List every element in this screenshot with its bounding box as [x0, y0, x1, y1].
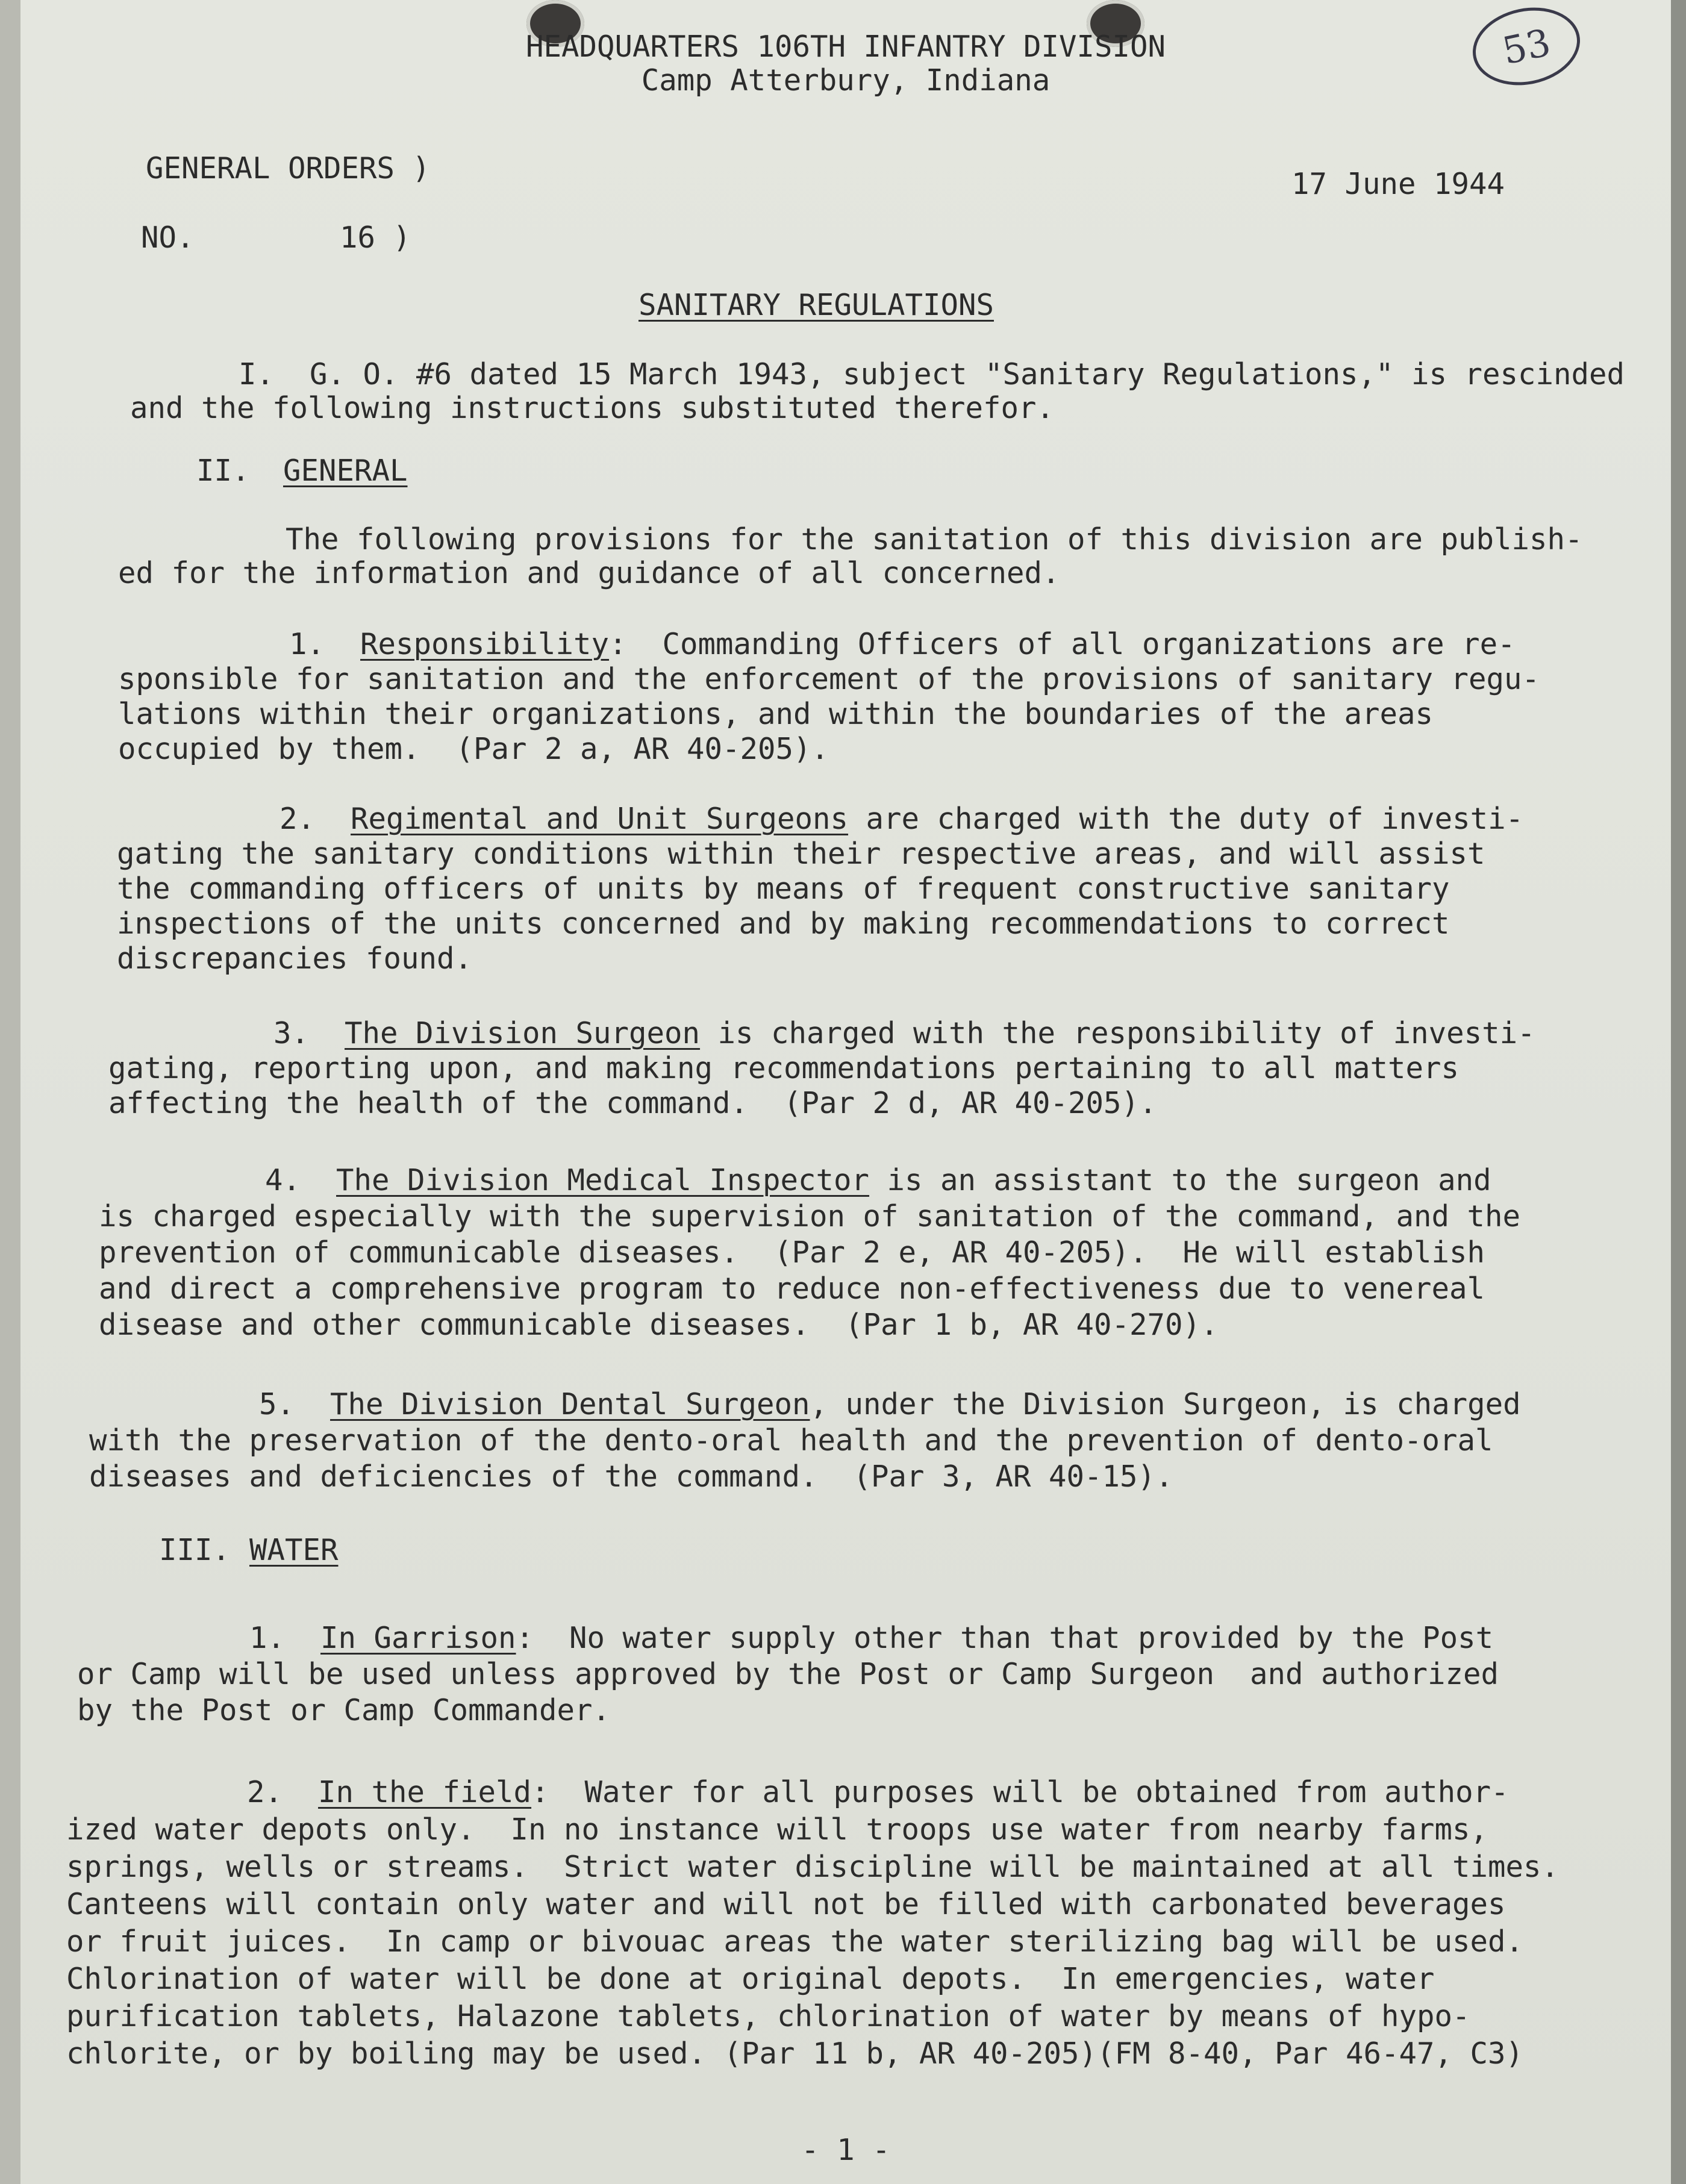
- section-i-line-2: and the following instructions substituted therefor.: [130, 391, 1055, 425]
- paragraph-dental-surgeon: [259, 1387, 1521, 1423]
- paragraph-title: In Garrison: [320, 1621, 516, 1655]
- paragraph-number: 2.: [279, 802, 316, 836]
- header-line-2: Camp Atterbury, Indiana: [641, 63, 1051, 98]
- paragraph-line: chlorite, or by boiling may be used. (Par 11 b, AR 40-205)(FM 8-40, Par 46-47, C3): [66, 2036, 1524, 2071]
- paragraph-title: The Division Surgeon: [345, 1016, 701, 1050]
- paragraph-line: by the Post or Camp Commander.: [77, 1693, 611, 1727]
- header-line-1: HEADQUARTERS 106TH INFANTRY DIVISION: [525, 30, 1166, 64]
- paragraph-medical-inspector: [265, 1162, 1491, 1199]
- paragraph-line: Canteens will contain only water and will not be filled with carbonated beverages: [66, 1887, 1506, 1921]
- paragraph-text: is charged with the responsibility of investi-: [700, 1016, 1535, 1050]
- paragraph-line: disease and other communicable diseases. (Par 1 b, AR 40-270).: [99, 1308, 1219, 1342]
- paragraph-line: gating, reporting upon, and making recommendations pertaining to all matters: [108, 1051, 1460, 1085]
- paragraph-line: ized water depots only. In no instance will troops use water from nearby farms,: [66, 1812, 1488, 1847]
- paragraph-unit-surgeons: [279, 801, 1523, 837]
- paragraph-number: 4.: [265, 1163, 301, 1197]
- paragraph-text: : No water supply other than that provided by the Post: [516, 1621, 1494, 1655]
- paragraph-title: Regimental and Unit Surgeons: [351, 802, 849, 836]
- paragraph-line: springs, wells or streams. Strict water discipline will be maintained at all times.: [66, 1850, 1560, 1884]
- paragraph-number: 3.: [273, 1016, 310, 1050]
- paragraph-line: lations within their organizations, and within the boundaries of the areas: [118, 697, 1434, 731]
- paragraph-division-surgeon: [273, 1016, 1535, 1052]
- document-title: SANITARY REGULATIONS: [638, 288, 994, 322]
- page-edge-shadow: [1671, 0, 1686, 2184]
- paragraph-line: diseases and deficiencies of the command. (Par 3, AR 40-15).: [89, 1459, 1173, 1494]
- paragraph-text: : Commanding Officers of all organizations are re-: [609, 627, 1516, 661]
- section-ii-heading: GENERAL: [283, 454, 408, 488]
- paragraph-number: 1.: [289, 627, 325, 661]
- paragraph-line: and direct a comprehensive program to reduce non-effectiveness due to venereal: [99, 1271, 1485, 1306]
- section-iii-heading: WATER: [249, 1533, 339, 1567]
- paragraph-line: sponsible for sanitation and the enforcement of the provisions of sanitary regu-: [118, 662, 1540, 696]
- paragraph-line: purification tablets, Halazone tablets, chlorination of water by means of hypo-: [66, 1999, 1470, 2033]
- order-number-value: 16 ): [340, 220, 411, 255]
- paragraph-line: occupied by them. (Par 2 a, AR 40-205).: [118, 732, 829, 766]
- paragraph-title: In the field: [318, 1775, 532, 1809]
- paragraph-line: is charged especially with the supervision of sanitation of the command, and the: [99, 1199, 1521, 1234]
- section-i-line-1: I. G. O. #6 dated 15 March 1943, subject "Sanitary Regulations," is rescinded: [239, 357, 1625, 392]
- paragraph-number: 5.: [259, 1387, 295, 1421]
- page-number: - 1 -: [801, 2133, 890, 2167]
- general-orders-label: GENERAL ORDERS ): [146, 151, 431, 186]
- paragraph-line: or Camp will be used unless approved by the Post or Camp Surgeon and authorized: [77, 1657, 1499, 1691]
- paragraph-title: Responsibility: [360, 627, 610, 661]
- section-ii-intro-line-1: The following provisions for the sanitation of this division are publish-: [286, 522, 1583, 557]
- paragraph-in-the-field: [247, 1774, 1509, 1811]
- order-date: 17 June 1944: [1291, 167, 1505, 201]
- paragraph-text: is an assistant to the surgeon and: [869, 1163, 1491, 1197]
- paragraph-line: inspections of the units concerned and by making recommendations to correct: [117, 906, 1450, 941]
- paragraph-line: with the preservation of the dento-oral health and the prevention of dento-oral: [89, 1423, 1493, 1458]
- order-number-label: NO.: [141, 220, 195, 255]
- paragraph-text: , under the Division Surgeon, is charged: [810, 1387, 1521, 1421]
- paragraph-title: The Division Medical Inspector: [336, 1163, 870, 1197]
- paragraph-responsibility: [289, 626, 1516, 663]
- paragraph-number: 2.: [247, 1775, 283, 1809]
- paragraph-line: the commanding officers of units by means of frequent constructive sanitary: [117, 872, 1450, 906]
- paragraph-line: discrepancies found.: [117, 941, 473, 976]
- paragraph-text: : Water for all purposes will be obtained from author-: [531, 1775, 1509, 1809]
- section-iii-numeral: III.: [159, 1533, 231, 1567]
- section-ii-intro-line-2: ed for the information and guidance of all concerned.: [118, 556, 1060, 590]
- page-mark-number: 53: [1498, 20, 1555, 73]
- paragraph-number: 1.: [249, 1621, 286, 1655]
- paragraph-line: affecting the health of the command. (Par 2 d, AR 40-205).: [108, 1086, 1157, 1120]
- section-ii-numeral: II.: [196, 454, 250, 488]
- paragraph-title: The Division Dental Surgeon: [330, 1387, 810, 1421]
- paragraph-line: or fruit juices. In camp or bivouac areas the water sterilizing bag will be used.: [66, 1924, 1524, 1959]
- paragraph-text: are charged with the duty of investi-: [848, 802, 1524, 836]
- paragraph-in-garrison: [249, 1620, 1493, 1656]
- document-page: [20, 0, 1671, 2184]
- paragraph-line: Chlorination of water will be done at original depots. In emergencies, water: [66, 1962, 1435, 1996]
- paragraph-line: gating the sanitary conditions within their respective areas, and will assist: [117, 837, 1485, 871]
- paragraph-line: prevention of communicable diseases. (Par 2 e, AR 40-205). He will establish: [99, 1235, 1485, 1270]
